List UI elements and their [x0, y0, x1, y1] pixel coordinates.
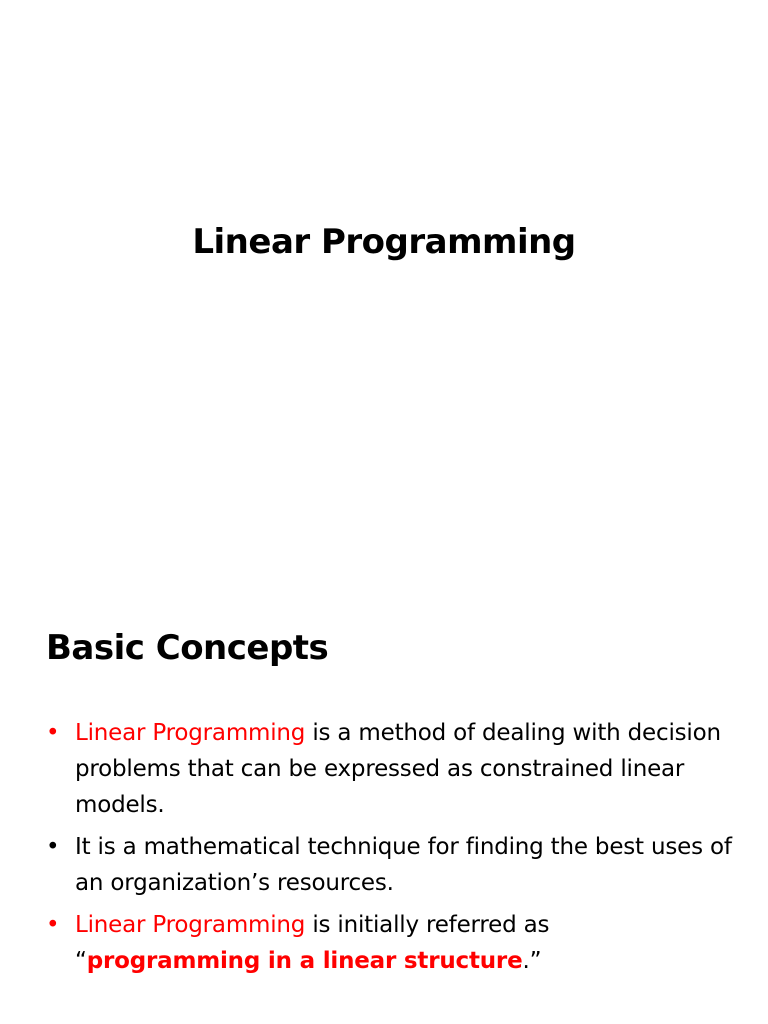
section-heading: Basic Concepts: [46, 628, 329, 668]
quoted-term: programming in a linear structure: [86, 948, 523, 974]
bullet-item-origin: [46, 907, 736, 979]
bullet-text: It is a mathematical technique for finding the best uses of an organization’s resources.: [75, 834, 732, 896]
bullet-mark: •: [46, 912, 60, 938]
bullet-text: is initially referred as: [305, 912, 550, 938]
highlighted-term: Linear Programming: [75, 720, 306, 746]
quote-close: .”: [522, 948, 542, 974]
bullet-item-technique: [46, 829, 736, 901]
bullet-list: [46, 715, 736, 985]
bullet-mark: •: [46, 834, 60, 860]
highlighted-term: Linear Programming: [75, 912, 306, 938]
content-slide: [0, 575, 768, 1024]
bullet-item-definition: [46, 715, 736, 823]
bullet-mark: •: [46, 720, 60, 746]
slide-title: Linear Programming: [192, 222, 576, 262]
quote-open: “: [75, 948, 87, 974]
bullet-text: is a method of dealing with decision problems that can be expressed as constrained linear models.: [75, 720, 721, 818]
